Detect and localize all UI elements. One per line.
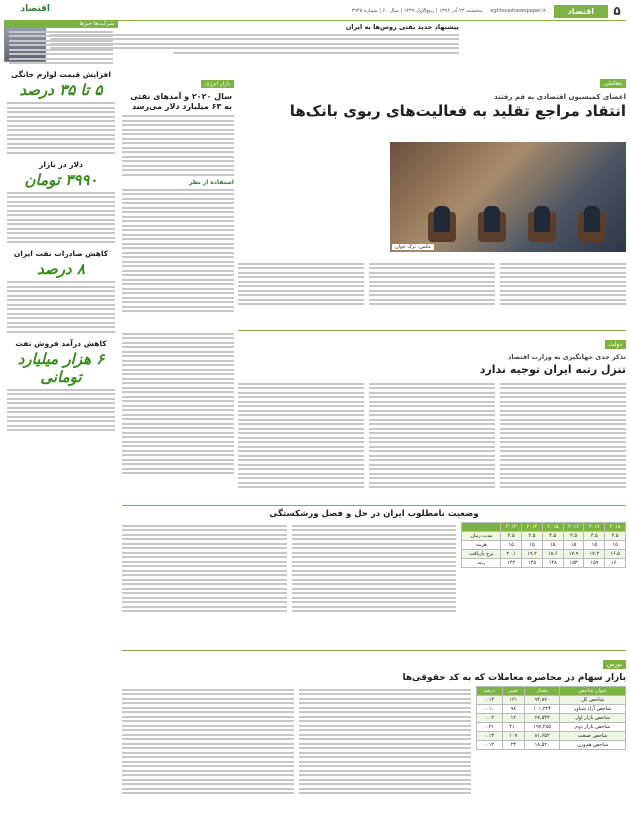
energy-caption: بازار انرژی — [201, 80, 234, 88]
story5-kicker: بورس — [603, 660, 626, 669]
table-row: شاخص صنعت ۸۱,۶۵۲ ۱۰۷ ۰.۱۳ — [477, 732, 626, 741]
story5-headline: بازار سهام در محاصره معاملات که به کد حقوقی‌ها — [402, 673, 626, 683]
strip-item-figure: ۶ هزار میلیارد تومانی — [17, 349, 105, 386]
table-row: شاخص بازار دوم ۱۹۷,۲۸۵ ۴۱۰ ۰.۲۱ — [477, 723, 626, 732]
energy-column — [122, 70, 234, 330]
story-bankruptcy — [122, 505, 626, 646]
story4-headline: وضعیت نامطلوب ایران در حل و فصل ورشکستگی — [269, 509, 479, 519]
strip-item-title: کاهش صادرات نفت ایران — [13, 249, 109, 258]
stock-index-table: عنوان شاخص مقدار تغییر درصد شاخص کل ۹۴,۸۷۰ ۱۲۱ ۰.۱۳ شاخص آزاد شناور ۱۰۱,۲۲۴ ۹۸ ۰.۱۰ شاخص بازار اول ۶۷,۵۴۳ ۱۲ ۰.۰۲ شاخص بازار دوم ۱۹۷,۲۸۵ ۴۱۰ ۰.۲۱ شاخص صنعت ۸۱,۶۵۲ ۱۰۷ ۰.۱۳ شاخص هم‌وزن ۱۸,۵۲۰ ۲۳ ۰.۱۲ — [476, 686, 626, 750]
strip-item-title: افزایش قیمت لوازم خانگی — [11, 70, 111, 79]
story2-pre: تذکر جدی جهانگیری به وزارت اقتصاد — [507, 353, 626, 361]
strip-item — [4, 339, 118, 432]
strip-item — [4, 160, 118, 244]
main-pre-headline: اعضای کمیسیون اقتصادی به قم رفتند — [494, 93, 626, 101]
energy-box-title: استفاده از نظر — [188, 178, 234, 186]
table-row: شاخص کل ۹۴,۸۷۰ ۱۲۱ ۰.۱۳ — [477, 696, 626, 705]
strip-item — [4, 70, 118, 154]
strip-item-figure: ۸ درصد — [37, 260, 85, 278]
strip-ticker — [6, 31, 116, 65]
main-story — [238, 70, 626, 322]
bankruptcy-table: ۲۰۱۸ ۲۰۱۷ ۲۰۱۶ ۲۰۱۵ ۲۰۱۴ ۲۰۱۳ ۴.۵ ۴.۵ ۴.۵ ۴.۵ ۴.۵ ۴.۵ مدت زمان ۱۵ ۱۵ ۱۵ ۱۵ ۱۵ ۱۵ هزینه ۱۶.۵ ۱۷.۲ ۱۷.۹ ۱۸.۶ ۱۹.۲ ۲۰.۱ نرخ بازیافت ۱۶۰ ۱۵۹ ۱۵۳ ۱۴۸ ۱۴۵ ۱۴۲ رتبه — [461, 522, 626, 568]
story-rating — [238, 330, 626, 501]
editorial-title: پیشنهاد جدید نفتی روس‌ها به ایران — [345, 23, 459, 31]
section-label: اقتصاد — [554, 5, 608, 18]
table-row: شاخص هم‌وزن ۱۸,۵۲۰ ۲۳ ۰.۱۲ — [477, 741, 626, 750]
site-url[interactable]: eghtesadnewspaper.ir — [490, 8, 546, 14]
main-photo — [390, 142, 626, 252]
strip-item-title: کاهش درآمد فروش نفت — [15, 338, 107, 348]
table-row: شاخص بازار اول ۶۷,۵۴۳ ۱۲ ۰.۰۲ — [477, 714, 626, 723]
main-body — [238, 260, 626, 308]
strip-item-title: دلار در بازار — [39, 159, 83, 169]
strip-item-figure: ۳۹۹۰ تومان — [24, 170, 98, 189]
energy-headline: سال ۲۰۲۰ و آمدهای نفتی به ۶۳ میلیارد دلار می‌رسد — [130, 92, 232, 111]
main-kicker: معاملی — [600, 79, 626, 88]
issue-info: پنجشنبه ۲۳ آذر ۱۳۹۶ | ربیع‌الاول ۱۴۳۹ | سال ۶۰ | شماره ۳۹۴۵ — [351, 8, 483, 14]
masthead — [4, 2, 626, 21]
paper-logo: اقتصاد — [20, 4, 50, 14]
table-row: شاخص آزاد شناور ۱۰۱,۲۲۴ ۹۸ ۰.۱۰ — [477, 705, 626, 714]
side-article — [122, 330, 234, 500]
story4-body — [122, 522, 626, 615]
strip-item — [4, 249, 118, 333]
story2-headline: تنزل رتبه ایران توجیه ندارد — [479, 363, 626, 376]
news-strip — [4, 20, 118, 815]
story2-kicker: دولت — [605, 340, 626, 349]
story5-body — [122, 686, 626, 797]
main-headline: انتقاد مراجع تقلید به فعالیت‌های ربوی بانک‌ها — [289, 102, 626, 120]
story2-body — [238, 380, 626, 491]
photo-credit: عکس: ترک جوان — [392, 244, 434, 250]
page-number: ۵ — [613, 4, 621, 18]
story-stock-market — [122, 650, 626, 816]
strip-caption: شرکت‌ها خبرها — [4, 20, 118, 28]
strip-item-figure: ۵ تا ۳۵ درصد — [19, 81, 103, 99]
